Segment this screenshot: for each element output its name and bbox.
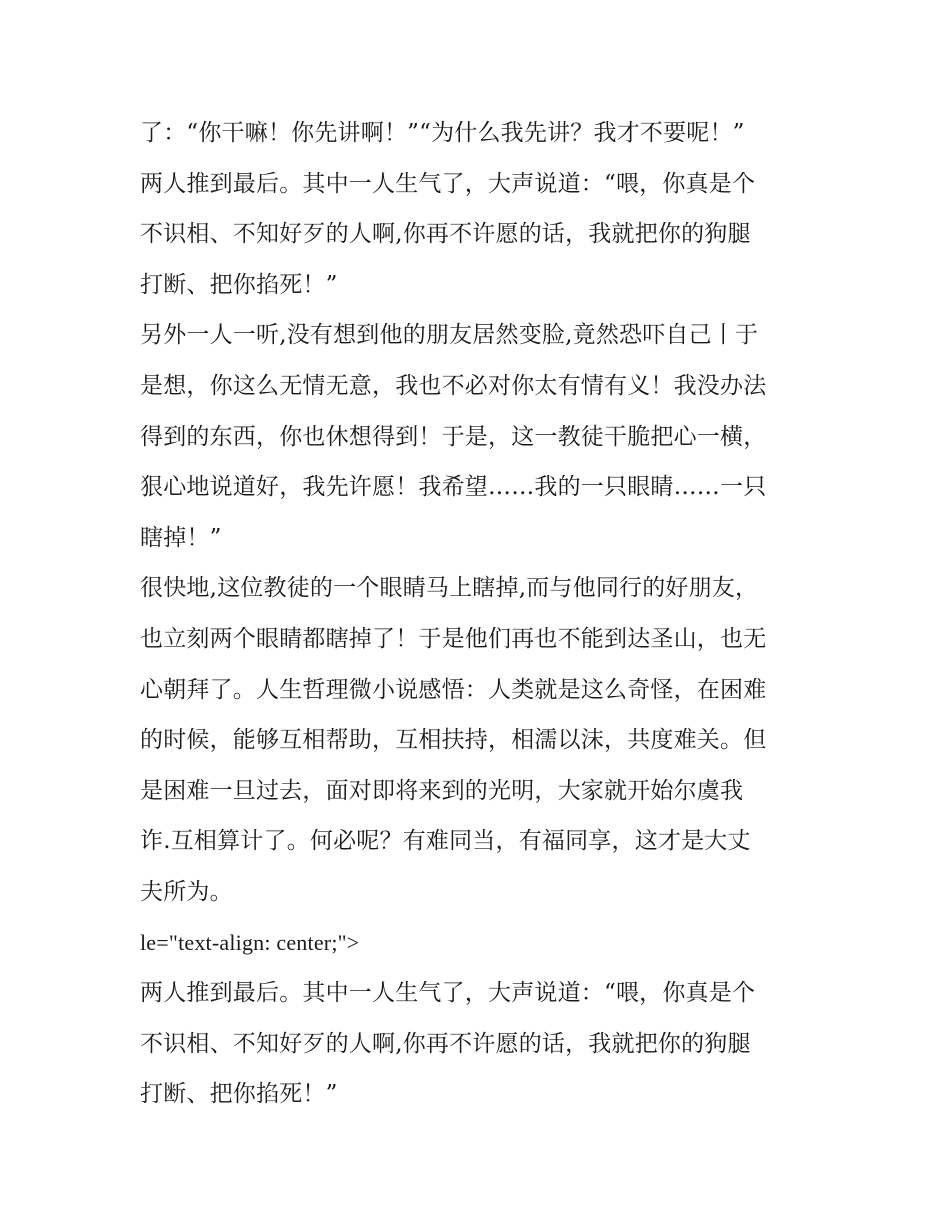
text-line: 打断、把你掐死！”	[140, 1081, 338, 1108]
text-line: 狠心地说道好，我先许愿！我希望……我的一只眼睛……一只	[140, 474, 767, 501]
text-line: 心朝拜了。人生哲理微小说感悟：人类就是这么奇怪，在困难	[140, 676, 767, 703]
text-line: 是困难一旦过去，面对即将来到的光明，大家就开始尔虞我	[140, 777, 744, 804]
text-line: 得到的东西，你也休想得到！于是，这一教徒干脆把心一横，	[140, 423, 767, 450]
text-line: 夫所为。	[140, 878, 233, 905]
text-line: 不识相、不知好歹的人啊,你再不许愿的话，我就把你的狗腿	[140, 221, 751, 248]
text-line: 不识相、不知好歹的人啊,你再不许愿的话，我就把你的狗腿	[140, 1030, 751, 1057]
stray-markup-line: le="text-align: center;">	[140, 929, 360, 955]
text-line: 瞎掉！”	[140, 524, 222, 551]
text-line: 两人推到最后。其中一人生气了，大声说道：“喂，你真是个	[140, 170, 756, 197]
text-line: 诈.互相算计了。何必呢？有难同当，有福同享，这才是大丈	[140, 828, 751, 855]
text-line: 另外一人一听,没有想到他的朋友居然变脸,竟然恐吓自己丨于	[140, 322, 759, 349]
text-line: 是想，你这么无情无意，我也不必对你太有情有义！我没办法	[140, 372, 767, 399]
text-line: 打断、把你掐死！”	[140, 271, 338, 298]
text-line: 了：“你干嘛！你先讲啊！”“为什么我先讲？我才不要呢！”	[140, 120, 745, 146]
text-line: 两人推到最后。其中一人生气了，大声说道：“喂，你真是个	[140, 980, 756, 1007]
document-body	[140, 108, 820, 1120]
text-line: 很快地,这位教徒的一个眼睛马上瞎掉,而与他同行的好朋友，	[140, 575, 759, 602]
text-line: 也立刻两个眼睛都瞎掉了！于是他们再也不能到达圣山，也无	[140, 625, 767, 652]
text-line: 的时候，能够互相帮助，互相扶持，相濡以沫，共度难关。但	[140, 727, 767, 754]
